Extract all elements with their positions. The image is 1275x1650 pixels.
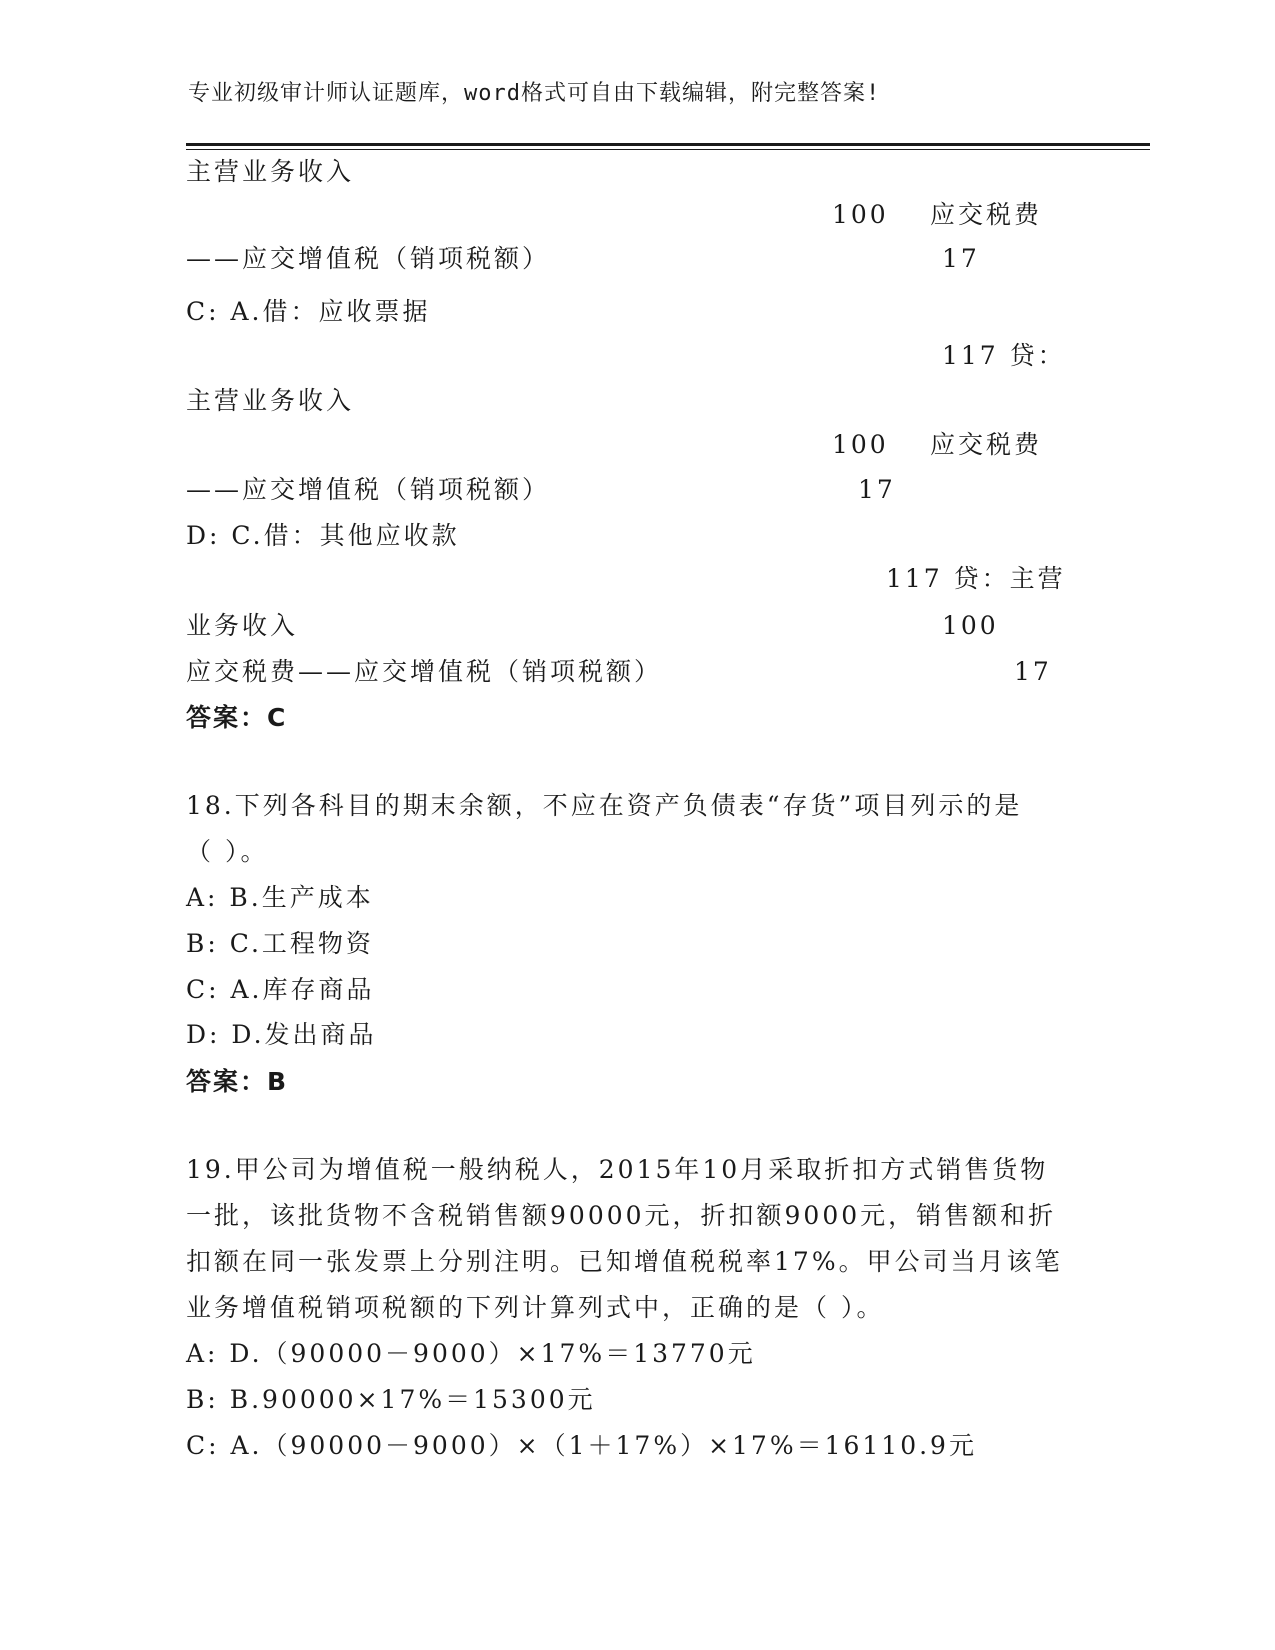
q18-option-d: D: D.发出商品 <box>186 1020 377 1049</box>
q17-answer: 答案：C <box>186 703 288 732</box>
q17-tax-payable: 应交税费 <box>930 200 1043 229</box>
header-rule-thick <box>186 143 1150 146</box>
q17-tax-payable-2: 应交税费 <box>930 430 1043 459</box>
q18-option-b: B: C.工程物资 <box>186 929 374 958</box>
q18-answer: 答案：B <box>186 1067 289 1096</box>
q19-stem-line4: 业务增值税销项税额的下列计算列式中，正确的是（ ）。 <box>186 1293 885 1322</box>
q19-stem-line1: 19.甲公司为增值税一般纳税人，2015年10月采取折扣方式销售货物 <box>186 1155 1049 1184</box>
q18-stem-line2: （ ）。 <box>186 837 269 866</box>
q17-option-d: D: C.借：其他应收款 <box>186 521 460 550</box>
q17-amount-100-2: 100 <box>832 430 889 459</box>
q17-amount-17: 17 <box>942 244 980 273</box>
q19-stem-line3: 扣额在同一张发票上分别注明。已知增值税税率17%。甲公司当月该笔 <box>186 1247 1063 1276</box>
q17-business-revenue: 业务收入 <box>186 611 299 640</box>
q19-option-b: B: B.90000×17%＝15300元 <box>186 1385 596 1414</box>
q17-amount-100-3: 100 <box>942 611 999 640</box>
q18-stem-line1: 18.下列各科目的期末余额，不应在资产负债表“存货”项目列示的是 <box>186 791 1023 820</box>
q17-amount-17-2: 17 <box>858 475 896 504</box>
header-rule-thin <box>186 149 1150 150</box>
q17-option-c: C: A.借：应收票据 <box>186 297 431 326</box>
q18-option-a: A: B.生产成本 <box>186 883 374 912</box>
q19-option-a: A: D.（90000－9000）×17%＝13770元 <box>186 1339 756 1368</box>
q19-option-c: C: A.（90000－9000）×（1＋17%）×17%＝16110.9元 <box>186 1431 977 1460</box>
q17-vat-output-2: ——应交增值税（销项税额） <box>186 475 551 504</box>
q17-line-main-revenue: 主营业务收入 <box>186 157 355 186</box>
q17-amount-100: 100 <box>832 200 889 229</box>
q17-vat-line: 应交税费——应交增值税（销项税额） <box>186 657 663 686</box>
page-header: 专业初级审计师认证题库，word格式可自由下载编辑，附完整答案! <box>188 81 881 106</box>
q17-amount-117-credit: 117 贷： <box>942 341 1066 370</box>
q17-line-main-revenue-2: 主营业务收入 <box>186 386 355 415</box>
q19-stem-line2: 一批，该批货物不含税销售额90000元，折扣额9000元，销售额和折 <box>186 1201 1057 1230</box>
q17-vat-output: ——应交增值税（销项税额） <box>186 244 551 273</box>
q17-amount-17-3: 17 <box>1014 657 1052 686</box>
q18-option-c: C: A.库存商品 <box>186 975 375 1004</box>
q17-amount-117-credit-2: 117 贷：主营 <box>886 564 1066 593</box>
